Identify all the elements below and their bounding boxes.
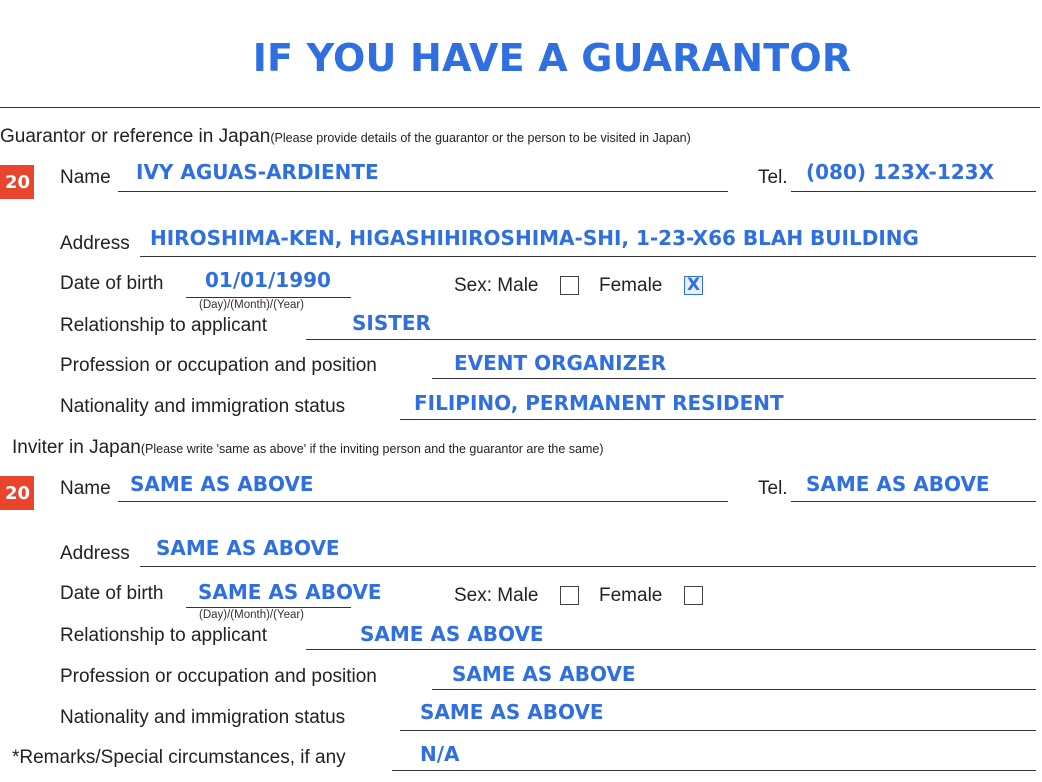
section-badge: 20 xyxy=(0,165,34,199)
tel-line xyxy=(791,191,1036,192)
address-line xyxy=(140,256,1036,257)
female-label: Female xyxy=(599,585,663,606)
inviter-profession-field[interactable]: SAME AS ABOVE xyxy=(452,662,636,686)
inviter-nationality-field[interactable]: SAME AS ABOVE xyxy=(420,700,604,724)
profession-label: Profession or occupation and position xyxy=(60,355,377,376)
inviter-heading-note: (Please write 'same as above' if the inviting person and the guarantor are the same) xyxy=(140,442,604,456)
inviter-heading-text: Inviter in Japan xyxy=(12,437,141,458)
guarantor-heading-text: Guarantor or reference in Japan xyxy=(0,126,271,147)
address-label: Address xyxy=(60,543,130,564)
tel-line xyxy=(791,501,1036,502)
profession-line xyxy=(432,689,1036,690)
nationality-label: Nationality and immigration status xyxy=(60,707,346,728)
guarantor-name-field[interactable]: IVY AGUAS-ARDIENTE xyxy=(136,160,379,184)
dob-label: Date of birth xyxy=(60,583,164,604)
address-line xyxy=(140,566,1036,567)
male-checkbox[interactable] xyxy=(560,276,579,295)
address-label: Address xyxy=(60,233,130,254)
sex-male-label: Sex: Male xyxy=(454,275,539,296)
guarantor-tel-field[interactable]: (080) 123X-123X xyxy=(806,160,994,184)
guarantor-heading xyxy=(0,126,691,148)
remarks-line xyxy=(392,770,1036,771)
dob-format-hint: (Day)/(Month)/(Year) xyxy=(199,299,305,311)
remarks-field[interactable]: N/A xyxy=(420,742,460,766)
section-badge: 20 xyxy=(0,476,34,510)
nationality-line xyxy=(400,419,1036,420)
dob-line xyxy=(186,297,351,298)
relationship-line xyxy=(306,339,1036,340)
page-title: IF YOU HAVE A GUARANTOR xyxy=(252,36,852,80)
male-checkbox[interactable] xyxy=(560,586,579,605)
name-label: Name xyxy=(60,478,111,499)
check-mark-icon: X xyxy=(686,275,701,295)
dob-line xyxy=(186,607,351,608)
female-label: Female xyxy=(599,275,663,296)
nationality-label: Nationality and immigration status xyxy=(60,396,346,417)
guarantor-address-field[interactable]: HIROSHIMA-KEN, HIGASHIHIROSHIMA-SHI, 1-23-X66 BLAH BUILDING xyxy=(150,226,919,250)
dob-label: Date of birth xyxy=(60,273,164,294)
inviter-heading xyxy=(12,437,604,459)
profession-line xyxy=(432,378,1036,379)
inviter-relationship-field[interactable]: SAME AS ABOVE xyxy=(360,622,544,646)
sex-male-label: Sex: Male xyxy=(454,585,539,606)
name-label: Name xyxy=(60,167,111,188)
tel-label: Tel. xyxy=(758,167,788,188)
relationship-label: Relationship to applicant xyxy=(60,315,268,336)
divider xyxy=(0,107,1040,108)
guarantor-profession-field[interactable]: EVENT ORGANIZER xyxy=(454,351,667,375)
relationship-label: Relationship to applicant xyxy=(60,625,268,646)
guarantor-relationship-field[interactable]: SISTER xyxy=(352,311,431,335)
nationality-line xyxy=(400,730,1036,731)
tel-label: Tel. xyxy=(758,478,788,499)
profession-label: Profession or occupation and position xyxy=(60,666,377,687)
name-line xyxy=(118,191,728,192)
relationship-line xyxy=(306,649,1036,650)
dob-format-hint: (Day)/(Month)/(Year) xyxy=(199,609,305,621)
inviter-tel-field[interactable]: SAME AS ABOVE xyxy=(806,472,990,496)
inviter-address-field[interactable]: SAME AS ABOVE xyxy=(156,536,340,560)
inviter-dob-field[interactable]: SAME AS ABOVE xyxy=(198,580,382,604)
guarantor-nationality-field[interactable]: FILIPINO, PERMANENT RESIDENT xyxy=(414,391,784,415)
guarantor-heading-note: (Please provide details of the guarantor or the person to be visited in Japan) xyxy=(270,131,691,145)
female-checkbox[interactable] xyxy=(684,586,703,605)
guarantor-dob-field[interactable]: 01/01/1990 xyxy=(205,268,331,292)
female-checkbox[interactable] xyxy=(684,276,703,295)
name-line xyxy=(118,501,728,502)
remarks-label: *Remarks/Special circumstances, if any xyxy=(12,747,346,768)
inviter-name-field[interactable]: SAME AS ABOVE xyxy=(130,472,314,496)
